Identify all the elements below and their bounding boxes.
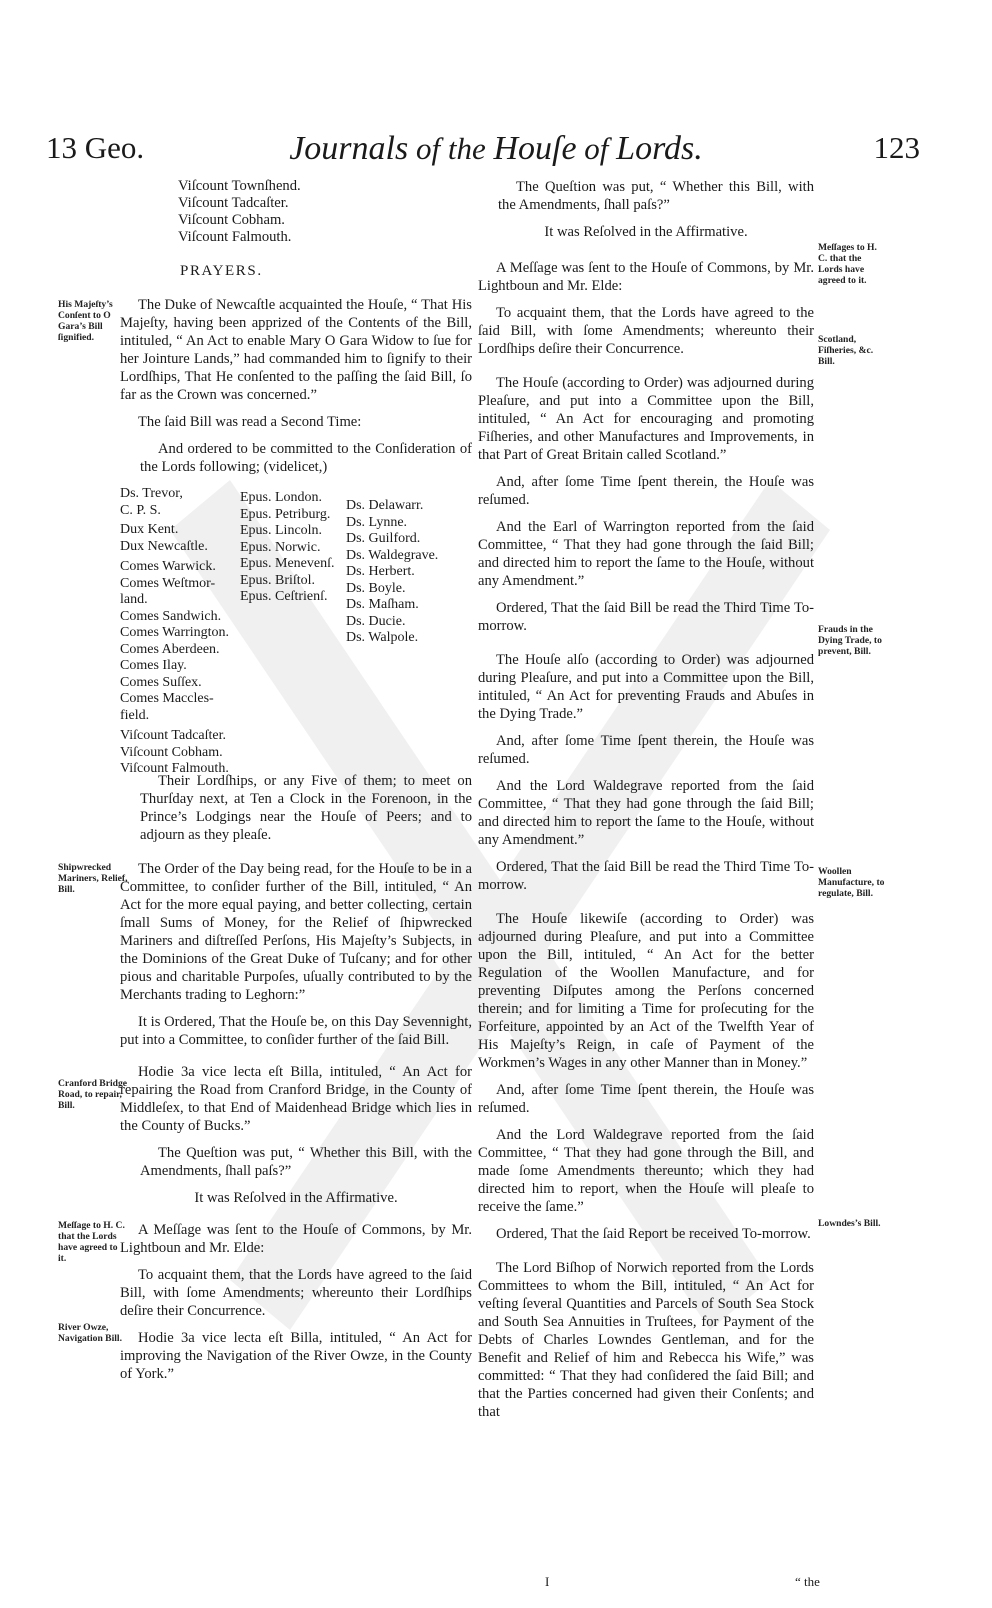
page-number: 123 — [873, 130, 920, 165]
title-word: Lords. — [616, 130, 703, 167]
resolved: It was Reſolved in the Affirmative. — [544, 224, 748, 240]
owze-bill: Hodie 3a vice lecta eſt Billa, intituled, “ An Act for improving the Navigation of the River Owze, in the County of York.” — [120, 1330, 472, 1382]
newcastle-paragraph: The Duke of Newcaſtle acquainted the Houſe, “ That His Majeſty, having been apprized of the Contents of the Bill, intituled, “ An Act to enable Mary O Gara Widow to ſue for her Jointure Lands,” had commanded him to ſignify to their Lordſhips, That He conſented to the paſſing the ſaid Bill, ſo far as the Crown was concerned.” — [120, 297, 472, 403]
scotland-bill: The Houſe (according to Order) was adjourned during Pleaſure, and put into a Committee upon the Bill, intituled, “ An Act for encouraging and promoting Fiſheries, and other Manufactures and Improvements, in that Part of Great Britain called Scotland.” — [478, 375, 814, 463]
woollen-bill: The Houſe likewiſe (according to Order) was adjourned during Pleaſure, and put into a Committee upon the Bill, intituled, “ An Act for the better Regulation of the Woollen Manufacture, and for preventing Diſputes among the Perſons concerned therein; and for limiting a Time for proſecuting for the Forfeiture, appointed by an Act of the Twelfth Year of His Majeſty’s Reign, in caſe of Payment of the Workmen’s Wages in any other Manner than in Money.” — [478, 911, 814, 1071]
lord-entry: Ds. Boyle. — [346, 580, 406, 596]
lord-entry: Dux Kent. — [120, 522, 179, 537]
lord-entry: Epus. Lincoln. — [240, 523, 323, 538]
viscount-entry: Viſcount Townſhend. — [178, 178, 301, 194]
lord-entry: Comes Aberdeen. — [120, 641, 220, 657]
header-title — [0, 130, 992, 168]
margin-note-shipwrecked: Shipwrecked Mariners, Relief, Bill. — [58, 862, 128, 895]
lord-entry: Comes Warrington. — [120, 625, 230, 640]
header-regnal-year: 13 Geo. — [46, 130, 145, 165]
cranford-bill: Hodie 3a vice lecta eſt Billa, intituled, “ An Act for repairing the Road from Cranford Bridge, in the County of Middleſex, to that End of Maidenhead Bridge which lies in the County of Bucks.” — [120, 1064, 472, 1134]
lord-entry: Viſcount Tadcaſter. — [120, 728, 226, 743]
acquaint: To acquaint them, that the Lords have agreed to the ſaid Bill, with ſome Amendments; whereunto their Lordſhips deſire their Concurrence. — [478, 305, 814, 357]
lord-entry: C. P. S. — [120, 502, 161, 518]
left-column-top — [120, 296, 472, 485]
lord-entry: Comes Ilay. — [120, 658, 187, 673]
lord-entry: Ds. Lynne. — [346, 514, 408, 530]
lord-entry: Comes Weſtmor- — [120, 575, 216, 591]
lord-entry: Comes Maccles- — [120, 691, 214, 706]
third-reading: Ordered, That the ſaid Bill be read the Third Time To-morrow. — [478, 600, 814, 634]
ordered-sevennight: It is Ordered, That the Houſe be, on this Day Sevennight, put into a Committee, to conſider further of the ſaid Bill. — [120, 1014, 472, 1048]
dying-bill: The Houſe alſo (according to Order) was adjourned during Pleaſure, and put into a Committee upon the Bill, intituled, “ An Act for preventing Frauds and Abuſes in the Dying Trade.” — [478, 652, 814, 722]
lord-entry: Ds. Guilford. — [346, 531, 421, 546]
margin-note-consent: His Majeſty’s Conſent to O Gara’s Bill ſignified. — [58, 299, 113, 343]
warrington-report: And the Earl of Warrington reported from the ſaid Committee, “ That they had gone through the ſaid Bill; and directed him to report the ſame to the Houſe, without any Amendment.” — [478, 519, 814, 589]
lord-entry: Ds. Waldegrave. — [346, 547, 439, 563]
lord-entry: field. — [120, 707, 150, 723]
lord-entry: Viſcount Falmouth. — [120, 761, 229, 776]
margin-note-scotland: Scotland, Fiſheries, &c. Bill. — [818, 334, 874, 367]
title-word: Houſe — [493, 130, 577, 167]
lord-entry: Comes Warwick. — [120, 559, 216, 574]
message-sent: A Meſſage was ſent to the Houſe of Commons, by Mr. Lightboun and Mr. Elde: — [478, 260, 814, 294]
order-of-day: The Order of the Day being read, for the Houſe to be in a Committee, to conſider further of the Bill, intituled, “ An Act for the more equal paying, and better collecting, certain ſmall Sums of Money, for the Relief of ſhipwrecked Mariners and diſtreſſed Perſons, His Majeſty’s Subjects, in the Dominions of the Great Duke of Tuſcany; and for other pious and charitable Purpoſes, uſually contributed to by the Merchants trading to Leghorn:” — [120, 861, 472, 1003]
prayers-heading: PRAYERS. — [180, 263, 263, 279]
lord-entry: Ds. Walpole. — [346, 630, 419, 645]
lord-entry: Epus. Norwic. — [240, 539, 321, 555]
signature-mark: I — [545, 1574, 550, 1589]
resumed: And, after ſome Time ſpent therein, the Houſe was reſumed. — [478, 474, 814, 508]
margin-note-owze: River Owze, Navigation Bill. — [58, 1322, 122, 1344]
title-word: of — [584, 131, 609, 166]
viscount-entry: Viſcount Tadcaſter. — [178, 195, 289, 211]
question-put: The Queſtion was put, “ Whether this Bill, with the Amendments, ſhall paſs?” — [140, 1145, 472, 1179]
norwich-report: The Lord Biſhop of Norwich reported from the Lords Committees to whom the Bill, intituled, “ An Act for veſting ſeveral Quantities and Parcels of South Sea Stock and South Sea Annuities in Truſtees, for Payment of the Debts of Charles Lowndes Gentleman, and for the Benefit and Relief of him and Rebecca his Wife,” was committed: “ That they had conſidered the ſaid Bill; and that the Parties concerned had given their Conſents; and that — [478, 1260, 814, 1420]
left-column-bottom — [120, 860, 472, 1392]
lord-entry: Ds. Trevor, — [120, 486, 183, 501]
resolved: It was Reſolved in the Affirmative. — [194, 1190, 398, 1206]
second-reading: The ſaid Bill was read a Second Time: — [138, 414, 362, 430]
viscount-entry: Viſcount Falmouth. — [178, 229, 292, 245]
lord-entry: Comes Suſſex. — [120, 674, 202, 690]
lord-entry: Epus. Petriburg. — [240, 506, 331, 522]
right-column — [478, 178, 814, 1430]
left-column-meet — [140, 772, 472, 853]
lord-entry: Epus. London. — [240, 490, 323, 505]
margin-note-message: Meſſage to H. C. that the Lords have agreed to it. — [58, 1220, 125, 1264]
message-sent: A Meſſage was ſent to the Houſe of Commons, by Mr. Lightboun and Mr. Elde: — [120, 1222, 472, 1256]
waldegrave-report: And the Lord Waldegrave reported from the ſaid Committee, “ That they had gone through the ſaid Bill; and directed him to report the ſame to the Houſe, without any Amendment.” — [478, 778, 814, 848]
lord-entry: Ds. Delawarr. — [346, 498, 424, 513]
question-put: The Queſtion was put, “ Whether this Bill, with the Amendments, ſhall paſs?” — [498, 179, 814, 213]
lord-entry: Ds. Herbert. — [346, 564, 415, 579]
lord-entry: Comes Sandwich. — [120, 608, 222, 624]
committed-paragraph: And ordered to be committed to the Conſideration of the Lords following; (videlicet,) — [140, 441, 472, 475]
third-reading: Ordered, That the ſaid Bill be read the Third Time To-morrow. — [478, 859, 814, 893]
margin-note-message-right: Meſſages to H. C. that the Lords have agreed to it. — [818, 242, 877, 286]
resumed: And, after ſome Time ſpent therein, the Houſe was reſumed. — [478, 733, 814, 767]
viscount-entry: Viſcount Cobham. — [178, 212, 285, 228]
lord-entry: Epus. Briſtol. — [240, 572, 316, 588]
margin-note-lowndes: Lowndes’s Bill. — [818, 1218, 881, 1229]
title-word: the — [447, 131, 486, 166]
lords-list-a — [120, 486, 229, 778]
margin-note-woollen: Woollen Manufacture, to regulate, Bill. — [818, 866, 885, 899]
title-word: Journals — [289, 130, 409, 167]
lord-entry: Epus. Ceſtrienſ. — [240, 589, 328, 604]
meet-paragraph: Their Lordſhips, or any Five of them; to meet on Thurſday next, at Ten a Clock in the Forenoon, in the Prince’s Lodgings near the Houſe of Peers; and to adjourn as they pleaſe. — [140, 773, 472, 843]
catchword: “ the — [795, 1574, 820, 1589]
viscounts-list — [178, 178, 301, 246]
lords-list-c — [346, 498, 438, 647]
lords-list-b — [240, 490, 334, 606]
lord-entry: land. — [120, 592, 148, 607]
waldegrave-report: And the Lord Waldegrave reported from the ſaid Committee, “ That they had gone through the Bill, and made ſome Amendments thereunto; which they had directed him to report, when the Houſe will pleaſe to receive the ſame.” — [478, 1127, 814, 1215]
lord-entry: Dux Newcaſtle. — [120, 538, 208, 554]
lord-entry: Ds. Maſham. — [346, 597, 419, 612]
title-word: of — [415, 131, 441, 166]
report-received: Ordered, That the ſaid Report be received To-morrow. — [496, 1226, 811, 1242]
margin-note-dying: Frauds in the Dying Trade, to prevent, Bill. — [818, 624, 882, 657]
lord-entry: Viſcount Cobham. — [120, 744, 223, 760]
acquaint: To acquaint them, that the Lords have agreed to the ſaid Bill, with ſome Amendments; whereunto their Lordſhips deſire their Concurrence. — [120, 1267, 472, 1319]
lord-entry: Epus. Menevenſ. — [240, 556, 335, 571]
margin-note-cranford: Cranford Bridge Road, to repair, Bill. — [58, 1078, 128, 1111]
lord-entry: Ds. Ducie. — [346, 613, 406, 629]
resumed: And, after ſome Time ſpent therein, the Houſe was reſumed. — [478, 1082, 814, 1116]
